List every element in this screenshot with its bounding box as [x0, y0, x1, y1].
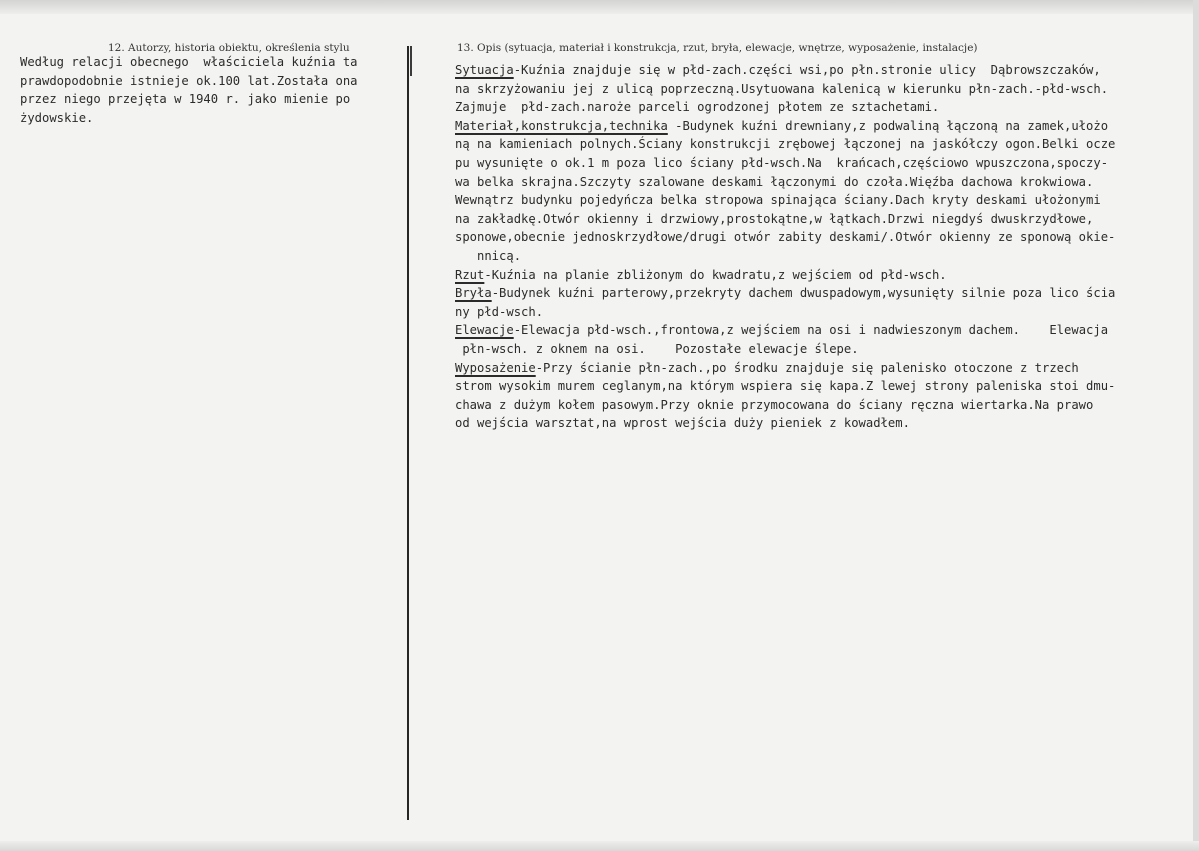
typed-line: na zakładkę.Otwór okienny i drzwiowy,prostokątne,w łątkach.Drzwi niegdyś dwuskrzydłowe,: [455, 211, 1094, 226]
field-13-heading: 13. Opis (sytuacja, materiał i konstrukcja, rzut, bryła, elewacje, wnętrze, wyposażenie, instalacje): [457, 42, 978, 54]
typed-text: -Elewacja płd-wsch.,frontowa,z wejściem na osi i nadwieszonym dachem. Elewacja: [513, 323, 1109, 338]
typed-line: Według relacji obecnego właściciela kuźnia ta: [20, 55, 358, 69]
column-divider-top-stroke: [410, 46, 412, 76]
typed-line: ną na kamieniach polnych.Ściany konstrukcji zrębowej łączonej na jaskółczy ogon.Belki ocze: [455, 137, 1116, 152]
typed-text: -Budynek kuźni parterowy,przekryty dachem dwuspadowym,wysunięty silnie poza lico ścia: [491, 286, 1116, 301]
section-label-bryla: Bryła: [455, 286, 492, 301]
typed-line: strom wysokim murem ceglanym,na którym wspiera się kapa.Z lewej strony paleniska stoi dmu-: [455, 379, 1116, 394]
typed-line: [455, 359, 1115, 378]
section-label-material: Materiał,konstrukcja,technika: [455, 118, 668, 133]
typed-line: prawdopodobnie istnieje ok.100 lat.Została ona: [20, 73, 358, 88]
typed-line: [455, 61, 1115, 80]
typed-line: przez niego przejęta w 1940 r. jako mienie po: [20, 92, 351, 107]
section-label-wyposazenie: Wyposażenie: [455, 360, 536, 375]
typed-text: -Budynek kuźni drewniany,z podwaliną łączoną na zamek,ułożo: [667, 118, 1109, 133]
typed-line: wa belka skrajna.Szczyty szalowane deskami łączonymi do czoła.Więźba dachowa krokwiowa.: [455, 174, 1094, 189]
typed-text: -Kuźnia na planie zbliżonym do kwadratu,z wejściem od płd-wsch.: [484, 267, 947, 282]
field-12-heading: 12. Autorzy, historia obiektu, określenia stylu: [108, 42, 350, 54]
typed-line: sponowe,obecnie jednoskrzydłowe/drugi otwór zabity deskami/.Otwór okienny ze sponową okie-: [455, 230, 1116, 245]
field-12-typed-text: [20, 53, 358, 127]
typed-line: pu wysunięte o ok.1 m poza lico ściany płd-wsch.Na krańcach,częściowo wpuszczona,spoczy-: [455, 155, 1109, 170]
typed-text: -Przy ścianie płn-zach.,po środku znajduje się palenisko otoczone z trzech: [535, 360, 1079, 375]
typed-line: [455, 321, 1115, 340]
typed-line: [455, 284, 1115, 303]
typed-line: Zajmuje płd-zach.naroże parceli ogrodzonej płotem ze sztachetami.: [455, 100, 940, 115]
typed-line: chawa z dużym kołem pasowym.Przy oknie przymocowana do ściany ręczna wiertarka.Na prawo: [455, 397, 1094, 412]
typed-line: [455, 266, 1115, 285]
section-label-rzut: Rzut: [455, 267, 485, 282]
scan-top-edge: [0, 0, 1199, 14]
typed-line: płn-wsch. z oknem na osi. Pozostałe elewacje ślepe.: [455, 341, 859, 356]
typed-line: Wewnątrz budynku pojedyńcza belka stropowa spinająca ściany.Dach kryty deskami ułożonymi: [455, 193, 1101, 208]
column-divider: [407, 46, 409, 820]
scan-right-edge: [1193, 0, 1199, 851]
typed-line: żydowskie.: [20, 110, 94, 125]
typed-line: na skrzyżowaniu jej z ulicą poprzeczną.Usytuowana kalenicą w kierunku płn-zach.-płd-wsch.: [455, 81, 1109, 96]
typed-line: od wejścia warsztat,na wprost wejścia duży pieniek z kowadłem.: [455, 416, 910, 431]
section-label-elewacje: Elewacje: [455, 323, 514, 338]
section-label-sytuacja: Sytuacja: [455, 63, 514, 77]
typed-text: -Kuźnia znajduje się w płd-zach.części wsi,po płn.stronie ulicy Dąbrowszczaków,: [513, 63, 1101, 77]
scan-bottom-edge: [0, 841, 1199, 851]
field-13-typed-text: [455, 61, 1115, 433]
typed-line: [455, 117, 1115, 136]
typed-line: nnicą.: [455, 248, 522, 263]
typed-line: ny płd-wsch.: [455, 304, 544, 319]
